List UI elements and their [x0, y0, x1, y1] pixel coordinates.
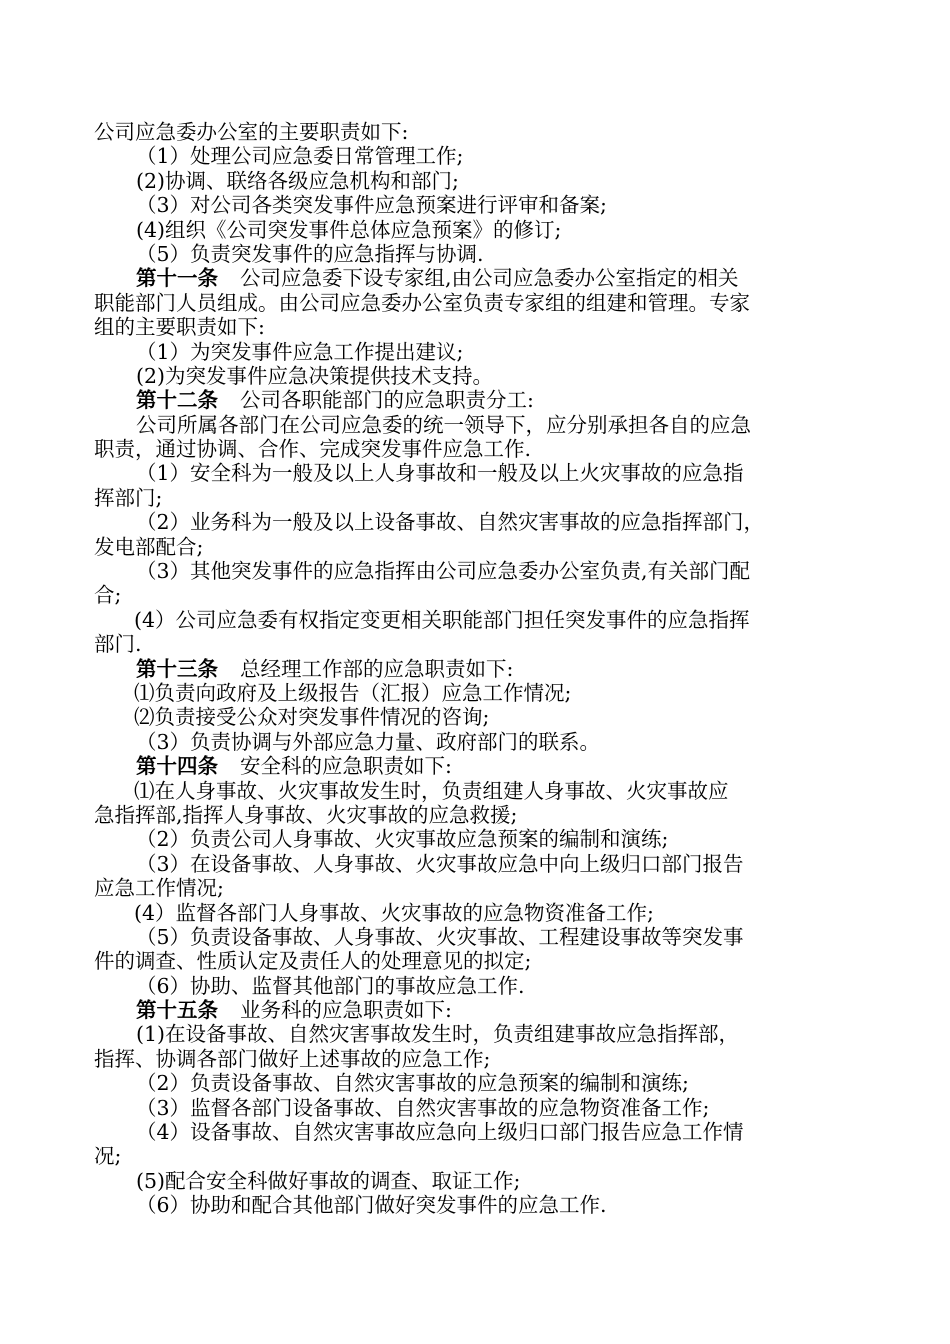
- article-14-title: 第十四条: [136, 754, 218, 779]
- article-12-para-1: 公司所属各部门在公司应急委的统一领导下，应分别承担各自的应急: [136, 412, 751, 437]
- article-15-item-4b: 况;: [94, 1144, 122, 1169]
- article-13-item-1: ⑴负责向政府及上级报告（汇报）应急工作情况;: [134, 680, 572, 705]
- office-item-3: （3）对公司各类突发事件应急预案进行评审和备案;: [136, 193, 607, 218]
- article-15-title: 第十五条: [136, 998, 218, 1023]
- office-item-2: (2)协调、联络各级应急机构和部门;: [136, 168, 459, 193]
- article-13-title: 第十三条: [136, 656, 218, 681]
- article-13: [94, 657, 864, 681]
- article-12-para-2: 职责，通过协调、合作、完成突发事件应急工作.: [94, 437, 532, 462]
- article-14-item-1b: 急指挥部,指挥人身事故、火灾事故的应急救援;: [94, 802, 518, 827]
- document-page: [94, 120, 864, 1218]
- article-12: [94, 388, 864, 412]
- article-13-item-2: ⑵负责接受公众对突发事件情况的咨询;: [134, 705, 490, 730]
- article-12-item-2b: 发电部配合;: [94, 534, 204, 559]
- article-12-item-1a: （1）安全科为一般及以上人身事故和一般及以上火灾事故的应急指: [136, 461, 744, 486]
- article-12-item-1b: 挥部门;: [94, 485, 163, 510]
- article-14-item-4: (4）监督各部门人身事故、火灾事故的应急物资准备工作;: [134, 900, 654, 925]
- article-14-item-5b: 件的调查、性质认定及责任人的处理意见的拟定;: [94, 949, 532, 974]
- article-14: [94, 754, 864, 778]
- article-12-item-3a: （3）其他突发事件的应急指挥由公司应急委办公室负责,有关部门配: [136, 559, 751, 584]
- article-12-item-2a: （2）业务科为一般及以上设备事故、自然灾害事故的应急指挥部门，: [136, 510, 765, 535]
- office-intro: 公司应急委办公室的主要职责如下:: [94, 120, 409, 144]
- article-11-text: 公司应急委下设专家组,由公司应急委办公室指定的相关: [240, 266, 739, 291]
- article-13-text: 总经理工作部的应急职责如下:: [240, 656, 514, 681]
- office-item-4: (4)组织《公司突发事件总体应急预案》的修订;: [136, 217, 562, 242]
- article-14-item-2: （2）负责公司人身事故、火灾事故应急预案的编制和演练;: [136, 827, 669, 852]
- article-14-text: 安全科的应急职责如下:: [240, 754, 452, 779]
- article-11-title: 第十一条: [136, 266, 218, 291]
- article-12-title: 第十二条: [136, 388, 218, 413]
- article-12-item-3b: 合;: [94, 583, 122, 608]
- article-13-item-3: （3）负责协调与外部应急力量、政府部门的联系。: [136, 729, 601, 754]
- article-14-item-3b: 应急工作情况;: [94, 876, 224, 901]
- article-12-item-4b: 部门.: [94, 632, 142, 657]
- article-11-item-2: (2)为突发事件应急决策提供技术支持。: [136, 363, 494, 388]
- office-item-1: （1）处理公司应急委日常管理工作;: [136, 144, 464, 169]
- article-11-line-3: 组的主要职责如下:: [94, 315, 265, 340]
- article-14-item-5a: （5）负责设备事故、人身事故、火灾事故、工程建设事故等突发事: [136, 924, 744, 949]
- article-14-item-1a: ⑴在人身事故、火灾事故发生时，负责组建人身事故、火灾事故应: [134, 778, 729, 803]
- article-15-item-1b: 指挥、协调各部门做好上述事故的应急工作;: [94, 1046, 491, 1071]
- article-15: [94, 998, 864, 1022]
- article-15-item-3: （3）监督各部门设备事故、自然灾害事故的应急物资准备工作;: [136, 1095, 710, 1120]
- article-15-item-6: （6）协助和配合其他部门做好突发事件的应急工作.: [136, 1193, 607, 1218]
- article-11-line-2: 职能部门人员组成。由公司应急委办公室负责专家组的组建和管理。专家: [94, 290, 750, 315]
- article-15-text: 业务科的应急职责如下:: [240, 998, 452, 1023]
- article-15-item-2: （2）负责设备事故、自然灾害事故的应急预案的编制和演练;: [136, 1071, 689, 1096]
- article-14-item-3a: （3）在设备事故、人身事故、火灾事故应急中向上级归口部门报告: [136, 851, 744, 876]
- article-14-item-6: （6）协助、监督其他部门的事故应急工作.: [136, 973, 525, 998]
- article-11: [94, 266, 864, 290]
- article-12-text: 公司各职能部门的应急职责分工:: [240, 388, 534, 413]
- article-15-item-1a: (1)在设备事故、自然灾害事故发生时，负责组建事故应急指挥部，: [136, 1022, 740, 1047]
- office-item-5: （5）负责突发事件的应急指挥与协调.: [136, 241, 484, 266]
- article-15-item-4a: （4）设备事故、自然灾害事故应急向上级归口部门报告应急工作情: [136, 1120, 744, 1145]
- article-15-item-5: (5)配合安全科做好事故的调查、取证工作;: [136, 1168, 521, 1193]
- article-12-item-4a: (4）公司应急委有权指定变更相关职能部门担任突发事件的应急指挥: [134, 607, 750, 632]
- article-11-item-1: （1）为突发事件应急工作提出建议;: [136, 339, 464, 364]
